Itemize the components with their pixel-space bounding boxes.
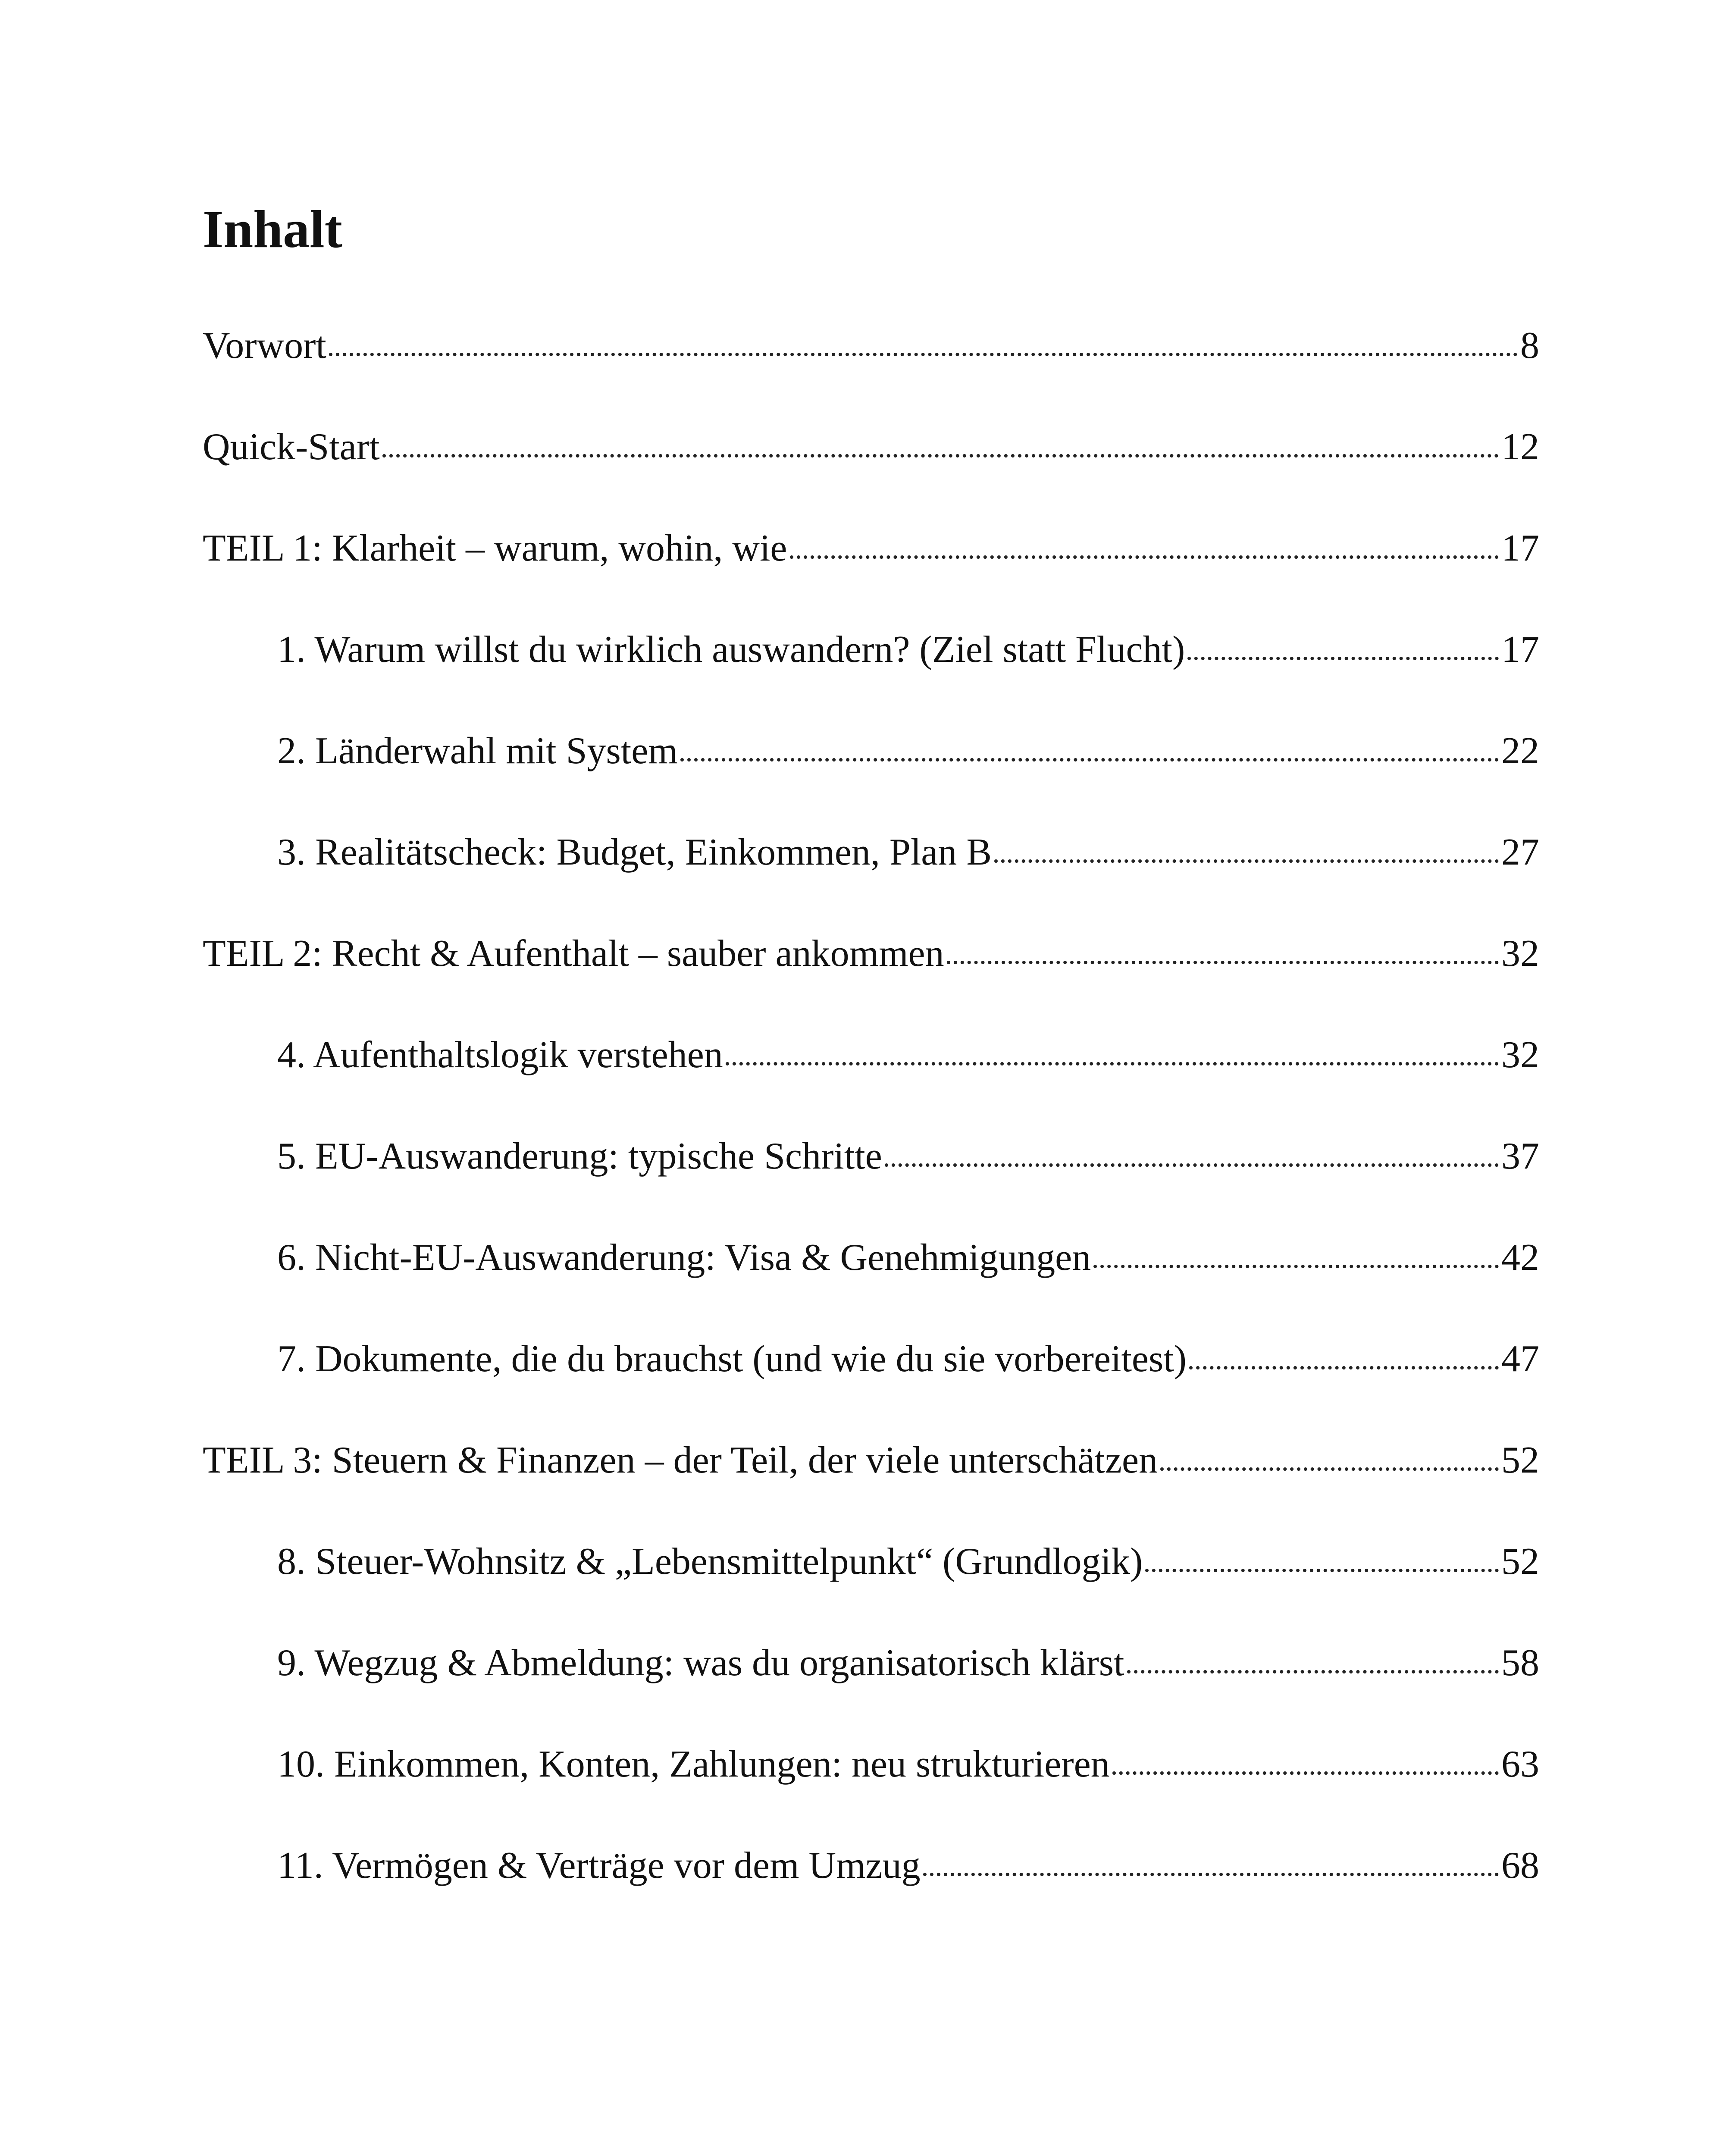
toc-entry-title: TEIL 3: Steuern & Finanzen – der Teil, der viele unterschätzen — [203, 1439, 1158, 1481]
toc-page-number: 27 — [1501, 831, 1539, 873]
toc-entry-title: 5. EU-Auswanderung: typische Schritte — [277, 1135, 882, 1177]
toc-leader-dots — [1112, 1771, 1499, 1775]
toc-entry[interactable] — [203, 1239, 1539, 1340]
toc-entry-title: 9. Wegzug & Abmeldung: was du organisatorisch klärst — [277, 1642, 1124, 1684]
toc-page-number: 52 — [1501, 1439, 1539, 1481]
toc-leader-dots — [1093, 1265, 1499, 1268]
toc-page-number: 17 — [1501, 629, 1539, 671]
toc-page-number: 68 — [1501, 1845, 1539, 1887]
toc-entry-title: TEIL 1: Klarheit – warum, wohin, wie — [203, 527, 787, 569]
toc-leader-dots — [329, 353, 1518, 356]
toc-entry[interactable] — [203, 1745, 1539, 1847]
toc-entry[interactable] — [203, 428, 1539, 530]
toc-title: Inhalt — [203, 200, 342, 259]
toc-entry-title: 10. Einkommen, Konten, Zahlungen: neu strukturieren — [277, 1743, 1110, 1785]
toc-entry-title: 6. Nicht-EU-Auswanderung: Visa & Genehmigungen — [277, 1237, 1091, 1279]
toc-page-number: 22 — [1501, 730, 1539, 772]
toc-leader-dots — [680, 758, 1499, 761]
toc-entry[interactable] — [203, 1135, 1539, 1239]
toc-page-number: 42 — [1501, 1237, 1539, 1279]
toc-leader-dots — [382, 454, 1499, 458]
toc-entry-title: Vorwort — [203, 325, 326, 367]
toc-entry[interactable] — [203, 732, 1539, 834]
toc-leader-dots — [1145, 1569, 1499, 1572]
toc-entry[interactable] — [203, 1036, 1539, 1138]
toc-page-number: 17 — [1501, 527, 1539, 569]
toc-page-number: 37 — [1501, 1135, 1539, 1177]
toc-entry-title: 8. Steuer-Wohnsitz & „Lebensmittelpunkt“ (Grundlogik) — [277, 1541, 1143, 1583]
toc-entry[interactable] — [203, 1340, 1539, 1442]
toc-page-number: 47 — [1501, 1338, 1539, 1380]
toc-page-number: 63 — [1501, 1743, 1539, 1785]
toc-page-number: 12 — [1501, 426, 1539, 468]
toc-entry[interactable] — [203, 831, 1539, 935]
toc-entry[interactable] — [203, 327, 1539, 428]
toc-leader-dots — [790, 555, 1499, 559]
toc-leader-dots — [923, 1873, 1499, 1876]
toc-leader-dots — [947, 961, 1499, 964]
toc-entry[interactable] — [203, 1847, 1539, 1948]
table-of-contents — [203, 327, 1539, 1948]
toc-page-number: 32 — [1501, 933, 1539, 975]
toc-leader-dots — [885, 1163, 1499, 1167]
toc-leader-dots — [1187, 657, 1499, 660]
toc-entry[interactable] — [203, 1439, 1539, 1543]
toc-entry-title: 3. Realitätscheck: Budget, Einkommen, Plan B — [277, 831, 992, 873]
toc-leader-dots — [994, 859, 1499, 863]
toc-page-number: 32 — [1501, 1034, 1539, 1076]
toc-entry-title: 11. Vermögen & Verträge vor dem Umzug — [277, 1845, 921, 1887]
toc-entry-title: Quick-Start — [203, 426, 380, 468]
toc-entry-title: 4. Aufenthaltslogik verstehen — [277, 1034, 723, 1076]
toc-leader-dots — [1189, 1366, 1499, 1369]
toc-entry[interactable] — [203, 935, 1539, 1036]
toc-entry-title: 2. Länderwahl mit System — [277, 730, 678, 772]
toc-entry[interactable] — [203, 1644, 1539, 1745]
toc-entry-title: 7. Dokumente, die du brauchst (und wie du sie vorbereitest) — [277, 1338, 1187, 1380]
toc-leader-dots — [1160, 1467, 1499, 1471]
toc-entry[interactable] — [203, 527, 1539, 631]
toc-page-number: 52 — [1501, 1541, 1539, 1583]
toc-entry[interactable] — [203, 631, 1539, 732]
toc-leader-dots — [1127, 1670, 1499, 1673]
toc-entry[interactable] — [203, 1543, 1539, 1644]
toc-page-number: 58 — [1501, 1642, 1539, 1684]
toc-entry-title: TEIL 2: Recht & Aufenthalt – sauber ankommen — [203, 933, 944, 975]
toc-leader-dots — [726, 1062, 1499, 1065]
toc-entry-title: 1. Warum willst du wirklich auswandern? (Ziel statt Flucht) — [277, 629, 1185, 671]
toc-page-number: 8 — [1520, 325, 1539, 367]
